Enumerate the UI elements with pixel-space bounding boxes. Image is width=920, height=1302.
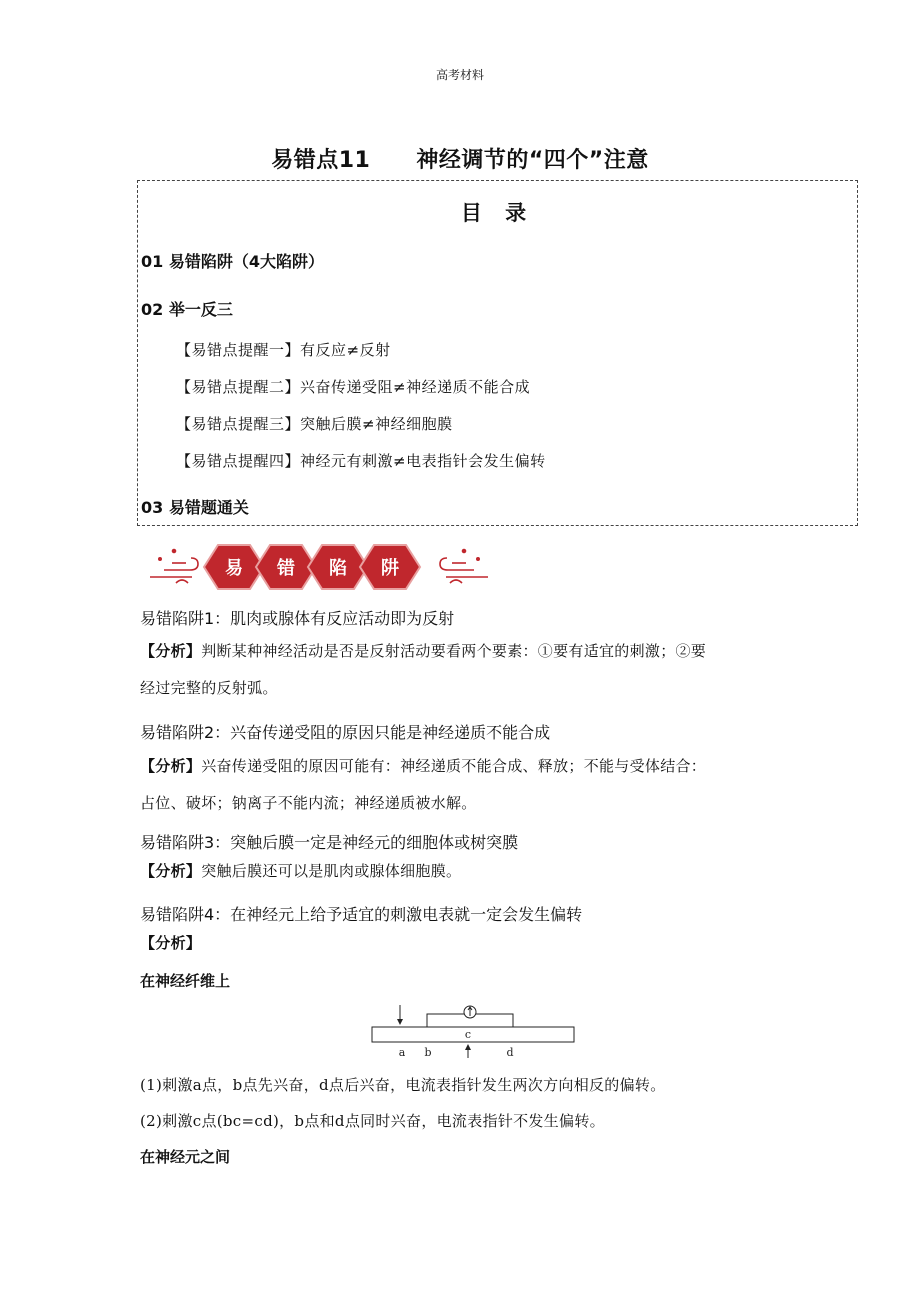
banner-char-4: 阱 (381, 558, 399, 579)
analysis-text: 突触后膜还可以是肌肉或腺体细胞膜。 (201, 862, 462, 880)
analysis-text: 兴奋传递受阻的原因可能有：神经递质不能合成、释放；不能与受体结合： (201, 757, 707, 775)
trap-banner (146, 541, 492, 593)
title-part1: 易错点11 (271, 148, 371, 173)
fiber-heading: 在神经纤维上 (140, 972, 231, 990)
toc-item-4: 【易错点提醒四】神经元有刺激≠电表指针会发生偏转 (176, 452, 546, 470)
toc-item-2: 【易错点提醒二】兴奋传递受阻≠神经递质不能合成 (176, 378, 531, 396)
trap-4-title: 易错陷阱4：在神经元上给予适宜的刺激电表就一定会发生偏转 (140, 905, 583, 924)
left-cloud-ornament (150, 550, 198, 584)
label-b: b (424, 1046, 432, 1059)
banner-char-1: 易 (225, 558, 243, 579)
analysis-text: 占位、破坏；钠离子不能内流；神经递质被水解。 (140, 794, 477, 812)
analysis-tag: 【分析】 (140, 757, 202, 775)
label-a: a (398, 1046, 406, 1059)
trap-2-analysis (140, 748, 820, 822)
toc-section-2: 02 举一反三 (141, 300, 233, 319)
trap-3-title: 易错陷阱3：突触后膜一定是神经元的细胞体或树突膜 (140, 833, 519, 852)
toc-section-3: 03 易错题通关 (141, 498, 249, 517)
analysis-text: 经过完整的反射弧。 (140, 679, 278, 697)
trap-1-title: 易错陷阱1：肌肉或腺体有反应活动即为反射 (140, 609, 455, 628)
analysis-tag: 【分析】 (140, 934, 202, 952)
analysis-tag: 【分析】 (140, 642, 202, 660)
banner-char-2: 错 (277, 558, 295, 579)
banner-char-3: 陷 (329, 558, 347, 579)
page-header: 高考材料 (435, 68, 484, 82)
trap-2-title: 易错陷阱2：兴奋传递受阻的原因只能是神经递质不能合成 (140, 723, 551, 742)
trap-3-analysis (140, 853, 820, 890)
toc-heading: 目 录 (460, 201, 535, 225)
title-part2: 神经调节的“四个”注意 (416, 148, 649, 173)
label-c: c (464, 1028, 472, 1041)
toc-section-1: 01 易错陷阱（4大陷阱） (141, 252, 324, 271)
toc-item-3: 【易错点提醒三】突触后膜≠神经细胞膜 (176, 415, 453, 433)
fiber-item-2: (2)刺激c点(bc=cd)，b点和d点同时兴奋，电流表指针不发生偏转。 (140, 1112, 605, 1130)
table-of-contents (137, 180, 858, 526)
nerve-fiber-diagram (370, 1003, 576, 1061)
analysis-tag: 【分析】 (140, 862, 202, 880)
trap-1-analysis (140, 633, 820, 707)
between-heading: 在神经元之间 (140, 1148, 231, 1166)
fiber-item-1: (1)刺激a点，b点先兴奋，d点后兴奋，电流表指针发生两次方向相反的偏转。 (140, 1076, 666, 1094)
toc-item-1: 【易错点提醒一】有反应≠反射 (176, 341, 391, 359)
label-d: d (506, 1046, 514, 1059)
right-cloud-ornament (440, 550, 488, 584)
nerve-fiber (372, 1027, 574, 1042)
trap-4-analysis (140, 925, 820, 962)
analysis-text: 判断某种神经活动是否是反射活动要看两个要素：①要有适宜的刺激；②要 (201, 642, 707, 660)
page-title (0, 143, 920, 174)
